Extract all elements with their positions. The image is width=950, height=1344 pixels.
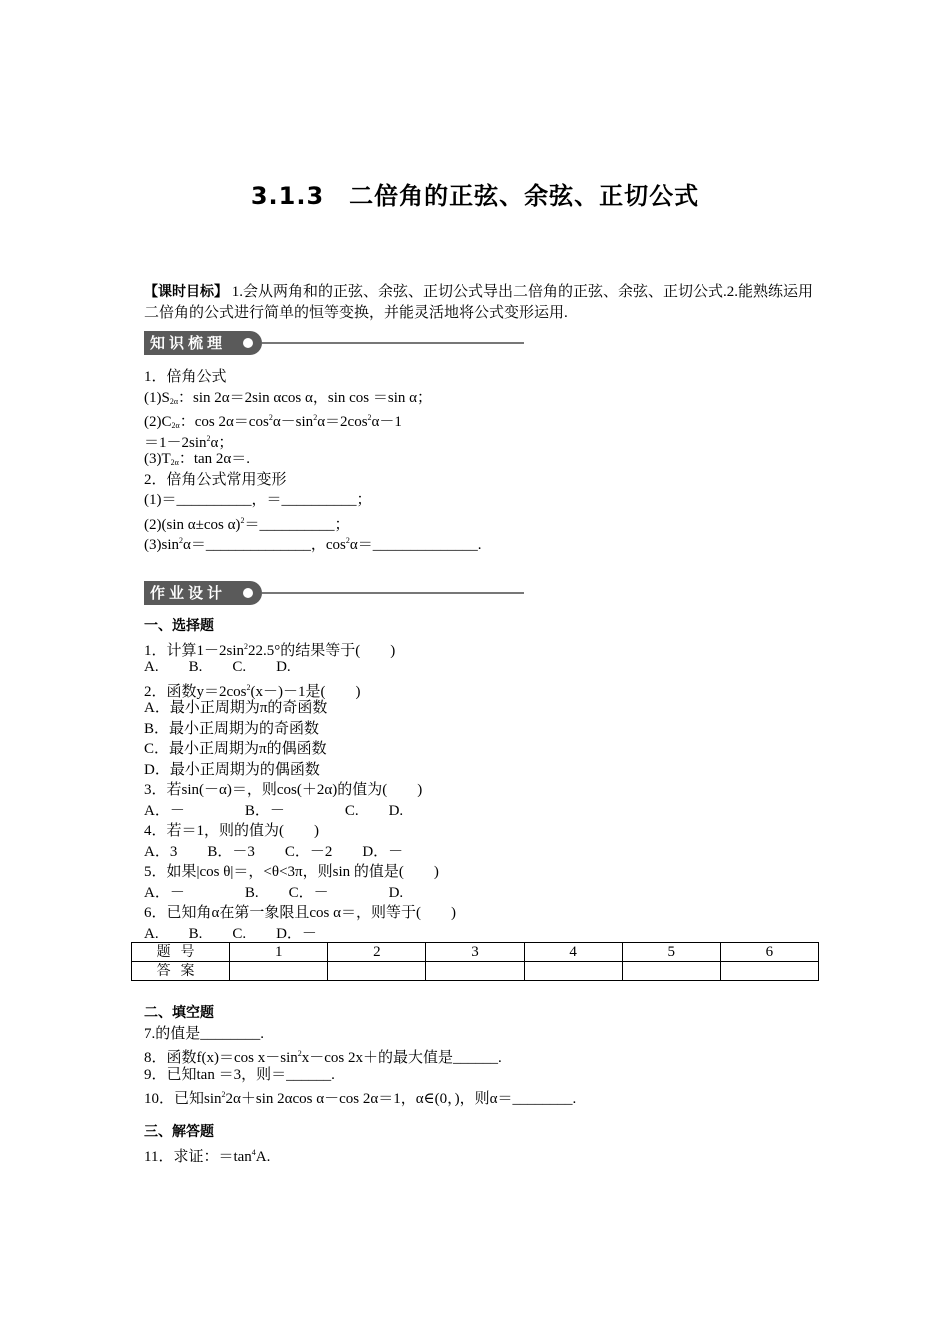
question-options: A. B. C. D．－: [144, 925, 317, 942]
table-row-label: 题号: [132, 943, 230, 962]
question-number: 2: [328, 943, 426, 962]
question-options: A．－ B. C．－ D.: [144, 884, 404, 901]
goal-tag: 【课时目标】: [144, 284, 228, 300]
answer-table: [131, 942, 819, 981]
knowledge-line: (1)＝__________，＝__________；: [144, 492, 372, 508]
question-number: 3: [426, 943, 524, 962]
section-heading: 三、解答题: [144, 1124, 214, 1140]
question-options: A．3 B．－3 C．－2 D．－: [144, 843, 404, 860]
question-number: 4: [524, 943, 622, 962]
answer-cell[interactable]: [524, 962, 622, 981]
goal-text: 1.会从两角和的正弦、余弦、正切公式导出二倍角的正弦、余弦、正切公式.2.能熟练运用二倍角的公式进行简单的恒等变换，并能灵活地将公式变形运用.: [144, 284, 814, 321]
question-number: 1: [230, 943, 328, 962]
question: 2．函数$y=2\cos^2(x-)-1$是( ): [144, 682, 361, 700]
banner-rule: [262, 342, 524, 344]
question: 3．若sin(－α)＝，则cos(＋2α)的值为( ): [144, 782, 423, 798]
question: 11．求证：$=\tan^4A$.: [144, 1147, 271, 1165]
fill-section: [144, 1003, 844, 1106]
question: 6．已知角α在第一象限且cos α＝，则等于( ): [144, 905, 456, 921]
question-number: 5: [622, 943, 720, 962]
choice-section: [144, 616, 844, 944]
question: 4．若＝1，则的值为( ): [144, 823, 319, 839]
homework-banner-label: 作业设计: [144, 581, 262, 605]
question: 8．函数f(x)＝cos $x-\sin^2x-\cos$ 2x＋的最大值是______.: [144, 1049, 502, 1066]
question-option: A．最小正周期为π的奇函数: [144, 700, 328, 716]
section-heading: 二、填空题: [144, 1005, 214, 1021]
banner-rule: [262, 592, 524, 594]
question-option: C．最小正周期为π的偶函数: [144, 741, 327, 757]
lesson-goal: [144, 282, 814, 324]
knowledge-line: (2)(sin α±cos α)$^2$＝__________；: [144, 515, 350, 533]
question-number: 6: [720, 943, 818, 962]
solve-section: [144, 1122, 844, 1163]
question-option: D．最小正周期为的偶函数: [144, 761, 320, 778]
knowledge-line: $(3)T_{2\alpha}$：tan 2α＝.: [144, 451, 251, 467]
knowledge-banner-label: 知识梳理: [144, 331, 262, 355]
knowledge-line: $(3)\sin^2\alpha=\_\_\_\_\_\_\_\_\_\_\_\_\_\_$，$\cos^2\alpha=\_\_\_\_\_\_\_\_\_\_\_\_\_\_$.: [144, 536, 482, 553]
knowledge-line: 2．倍角公式常用变形: [144, 471, 287, 488]
banner-dot-icon: [243, 588, 253, 598]
question-option: B．最小正周期为的奇函数: [144, 720, 320, 737]
question: 1．计算$1-2\sin^222.5^\circ$的结果等于( ): [144, 641, 396, 659]
answer-cell[interactable]: [622, 962, 720, 981]
banner-dot-icon: [243, 338, 253, 348]
answer-cell[interactable]: [230, 962, 328, 981]
knowledge-section: [144, 367, 844, 552]
knowledge-line: 1．倍角公式: [144, 369, 227, 385]
knowledge-line: $=1-2\sin^2\alpha$；: [144, 433, 234, 451]
question: 5．如果|cos θ|＝，<θ<3π，则sin 的值是( ): [144, 864, 439, 880]
table-row: [132, 943, 819, 962]
knowledge-line: $(2)C_{2\alpha}$：$\cos 2\alpha=\cos^2\alpha-\sin^2\alpha=2\cos^2\alpha-1$: [144, 413, 402, 430]
question-options: A．－ B．－ C. D.: [144, 802, 404, 819]
question: 10．已知$\sin^22\alpha+\sin$ 2αcos α－cos 2α＝1，α∈(0，)，则α＝________.: [144, 1090, 577, 1107]
question-options: A. B. C. D.: [144, 659, 291, 675]
answer-cell[interactable]: [720, 962, 818, 981]
table-row: [132, 962, 819, 981]
knowledge-line: $(1)S_{2\alpha}$：sin 2α＝2sin αcos α，sin cos ＝sin α；: [144, 389, 432, 406]
answer-cell[interactable]: [426, 962, 524, 981]
page-title: 3.1.3 二倍角的正弦、余弦、正切公式: [250, 182, 700, 210]
question: 9．已知tan ＝3，则＝______.: [144, 1066, 335, 1083]
knowledge-banner: [144, 331, 524, 355]
table-row-label: 答案: [132, 962, 230, 981]
answer-cell[interactable]: [328, 962, 426, 981]
homework-banner: [144, 581, 524, 605]
question: 7.的值是________.: [144, 1025, 265, 1042]
section-heading: 一、选择题: [144, 618, 214, 634]
